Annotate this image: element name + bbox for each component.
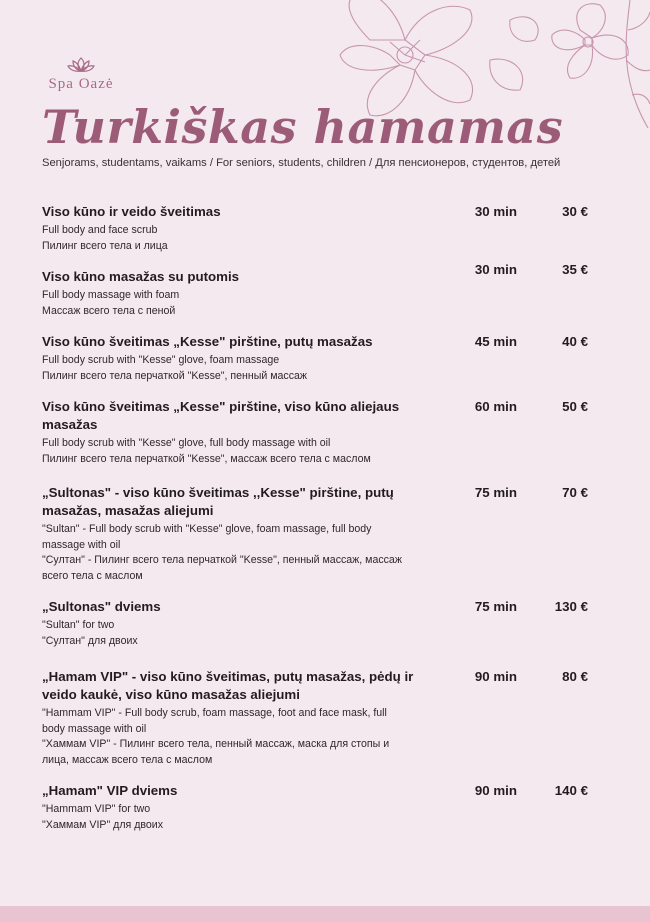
item-name: Viso kūno šveitimas „Kesse" pirštine, viso kūno aliejaus masažas bbox=[42, 399, 400, 432]
item-desc-en: "Hammam VIP" - Full body scrub, foam massage, foot and face mask, full body massage with oil bbox=[42, 707, 387, 735]
item-desc-en: "Sultan" for two bbox=[42, 619, 115, 631]
brand-name: Spa Oazė bbox=[48, 76, 114, 92]
item-desc-ru: Пилинг всего тела и лица bbox=[42, 239, 168, 252]
menu-item bbox=[42, 484, 602, 584]
menu-item bbox=[42, 668, 602, 768]
item-desc-en: Full body massage with foam bbox=[42, 289, 180, 301]
item-duration: 75 min bbox=[474, 599, 517, 614]
item-duration: 60 min bbox=[474, 399, 517, 414]
item-duration: 90 min bbox=[474, 783, 517, 798]
item-desc-ru: "Султан" - Пилинг всего тела перчаткой "Kesse", пенный массаж, массаж всего тела с маслом bbox=[42, 554, 402, 582]
flower-large bbox=[340, 0, 473, 116]
item-duration: 30 min bbox=[474, 262, 517, 277]
item-name: „Hamam VIP" - viso kūno šveitimas, putų masažas, pėdų ir veido kaukė, viso kūno masažas aliejumi bbox=[42, 669, 414, 702]
item-desc-en: Full body scrub with "Kesse" glove, foam massage bbox=[42, 354, 280, 366]
item-price: 70 € bbox=[562, 485, 588, 500]
item-desc-ru: Массаж всего тела с пеной bbox=[42, 304, 176, 317]
item-desc-ru: "Султан" для двоих bbox=[42, 634, 138, 647]
item-name: „Sultonas" dviems bbox=[42, 599, 161, 614]
item-price: 80 € bbox=[562, 669, 588, 684]
item-price: 140 € bbox=[554, 783, 588, 798]
item-price: 50 € bbox=[562, 399, 588, 414]
item-price: 35 € bbox=[562, 262, 588, 277]
item-desc-en: "Sultan" - Full body scrub with "Kesse" glove, foam massage, full body massage with oil bbox=[42, 523, 372, 551]
menu-item bbox=[42, 598, 602, 649]
footer-bar bbox=[0, 906, 650, 922]
item-desc-en: Full body scrub with "Kesse" glove, full body massage with oil bbox=[42, 437, 331, 449]
brand-logo bbox=[48, 56, 114, 93]
item-desc-ru: Пилинг всего тела перчаткой "Kesse", пенный массаж bbox=[42, 369, 307, 382]
item-name: Viso kūno masažas su putomis bbox=[42, 269, 240, 284]
item-duration: 75 min bbox=[474, 485, 517, 500]
item-name: „Sultonas" - viso kūno šveitimas ,,Kesse" pirštine, putų masažas, masažas aliejumi bbox=[42, 485, 394, 518]
menu-item bbox=[42, 782, 602, 833]
item-name: Viso kūno ir veido šveitimas bbox=[42, 204, 221, 219]
item-desc-ru: "Хаммам VIP" для двоих bbox=[42, 818, 164, 831]
item-duration: 90 min bbox=[474, 669, 517, 684]
page-title: Turkiškas hamamas bbox=[42, 100, 564, 154]
item-name: „Hamam" VIP dviems bbox=[42, 783, 178, 798]
page-subtitle: Senjorams, studentams, vaikams / For seniors, students, children / Для пенсионеров, студентов, детей bbox=[42, 157, 561, 169]
item-price: 130 € bbox=[554, 599, 588, 614]
item-desc-ru: "Хаммам VIP" - Пилинг всего тела, пенный массаж, маска для стопы и лица, массаж всего тела с маслом bbox=[42, 738, 390, 766]
lotus-icon bbox=[67, 56, 95, 74]
item-price: 30 € bbox=[562, 204, 588, 219]
menu-item bbox=[42, 333, 602, 384]
item-desc-en: "Hammam VIP" for two bbox=[42, 803, 151, 815]
item-duration: 30 min bbox=[474, 204, 517, 219]
menu-item bbox=[42, 398, 602, 467]
item-duration: 45 min bbox=[474, 334, 517, 349]
item-desc-ru: Пилинг всего тела перчаткой "Kesse", массаж всего тела с маслом bbox=[42, 452, 371, 465]
flower-right bbox=[552, 4, 628, 78]
menu-item bbox=[42, 261, 602, 319]
item-desc-en: Full body and face scrub bbox=[42, 224, 158, 236]
item-name: Viso kūno šveitimas „Kesse" pirštine, putų masažas bbox=[42, 334, 373, 349]
item-price: 40 € bbox=[562, 334, 588, 349]
menu-item bbox=[42, 203, 602, 254]
